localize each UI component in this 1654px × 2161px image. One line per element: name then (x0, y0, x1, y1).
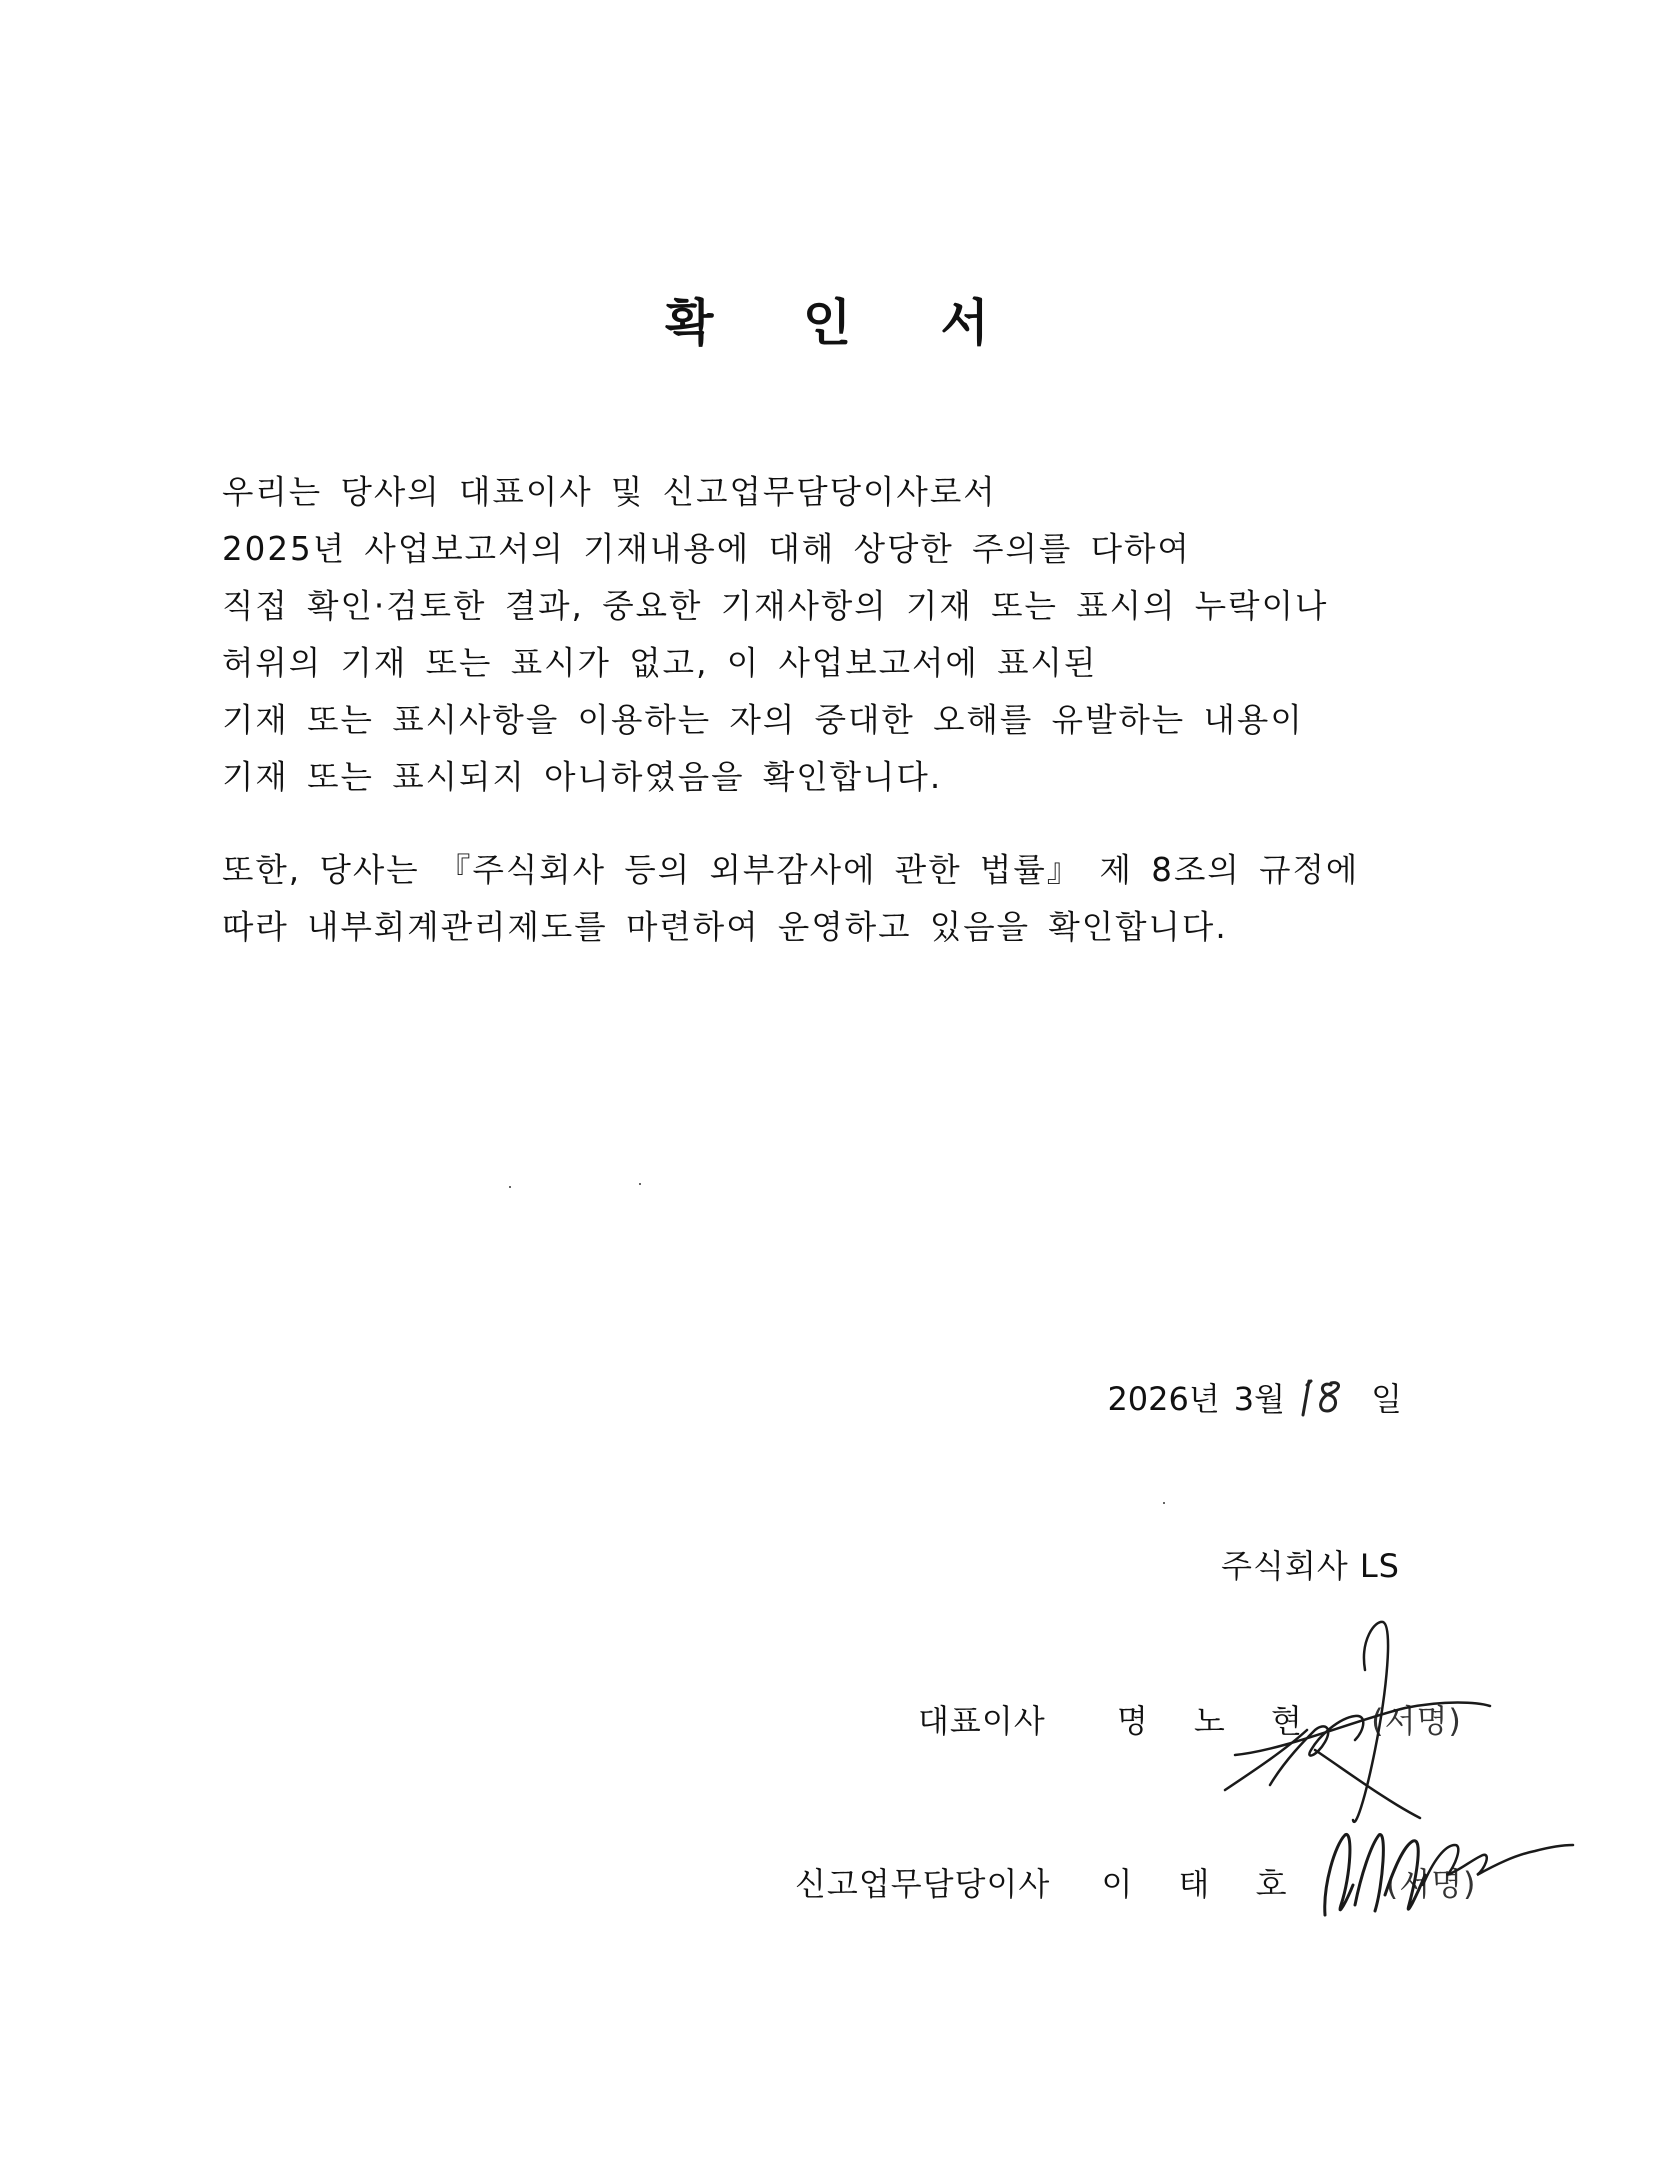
paragraph-1-line-3: 직접 확인·검토한 결과, 중요한 기재사항의 기재 또는 표시의 누락이나 (222, 587, 1329, 625)
date-year: 2026년 (1107, 1380, 1220, 1418)
signatory-role: 대표이사 (918, 1702, 1046, 1740)
date-day-handwritten (1299, 1381, 1357, 1421)
paragraph-1-line-6: 기재 또는 표시되지 아니하였음을 확인합니다. (222, 758, 943, 796)
signatory-name: 이 태 호 (1101, 1865, 1305, 1903)
paragraph-1-line-1: 우리는 당사의 대표이사 및 신고업무담당이사로서 (222, 473, 997, 511)
date-day-unit: 일 (1371, 1380, 1402, 1418)
confirmation-paragraph-1 (222, 464, 1328, 806)
signature-label: (서명) (1385, 1865, 1477, 1903)
signature-label: (서명) (1371, 1702, 1462, 1740)
signatory-name: 명 노 현 (1116, 1702, 1320, 1740)
paragraph-1-line-4: 허위의 기재 또는 표시가 없고, 이 사업보고서에 표시된 (222, 644, 1098, 682)
document-date (1107, 1374, 1402, 1421)
paragraph-1-line-2: 2025년 사업보고서의 기재내용에 대해 상당한 주의를 다하여 (222, 530, 1191, 568)
signatory-reporting-director (795, 1859, 1477, 1905)
document-title: 확 인 서 (665, 294, 1025, 352)
paragraph-1-line-5: 기재 또는 표시사항을 이용하는 자의 중대한 오해를 유발하는 내용이 (222, 701, 1304, 739)
signatory-role: 신고업무담당이사 (795, 1865, 1051, 1903)
confirmation-paragraph-2 (222, 842, 1359, 956)
paragraph-2-line-1: 또한, 당사는 『주식회사 등의 외부감사에 관한 법률』 제 8조의 규정에 (222, 851, 1360, 889)
scan-speck (509, 1186, 511, 1188)
date-month: 3월 (1233, 1380, 1286, 1418)
paragraph-2-line-2: 따라 내부회계관리제도를 마련하여 운영하고 있음을 확인합니다. (222, 908, 1228, 946)
scan-speck (1163, 1502, 1165, 1504)
company-name: 주식회사 LS (1221, 1547, 1400, 1585)
signatory-ceo (918, 1696, 1462, 1742)
scan-speck (639, 1183, 641, 1185)
